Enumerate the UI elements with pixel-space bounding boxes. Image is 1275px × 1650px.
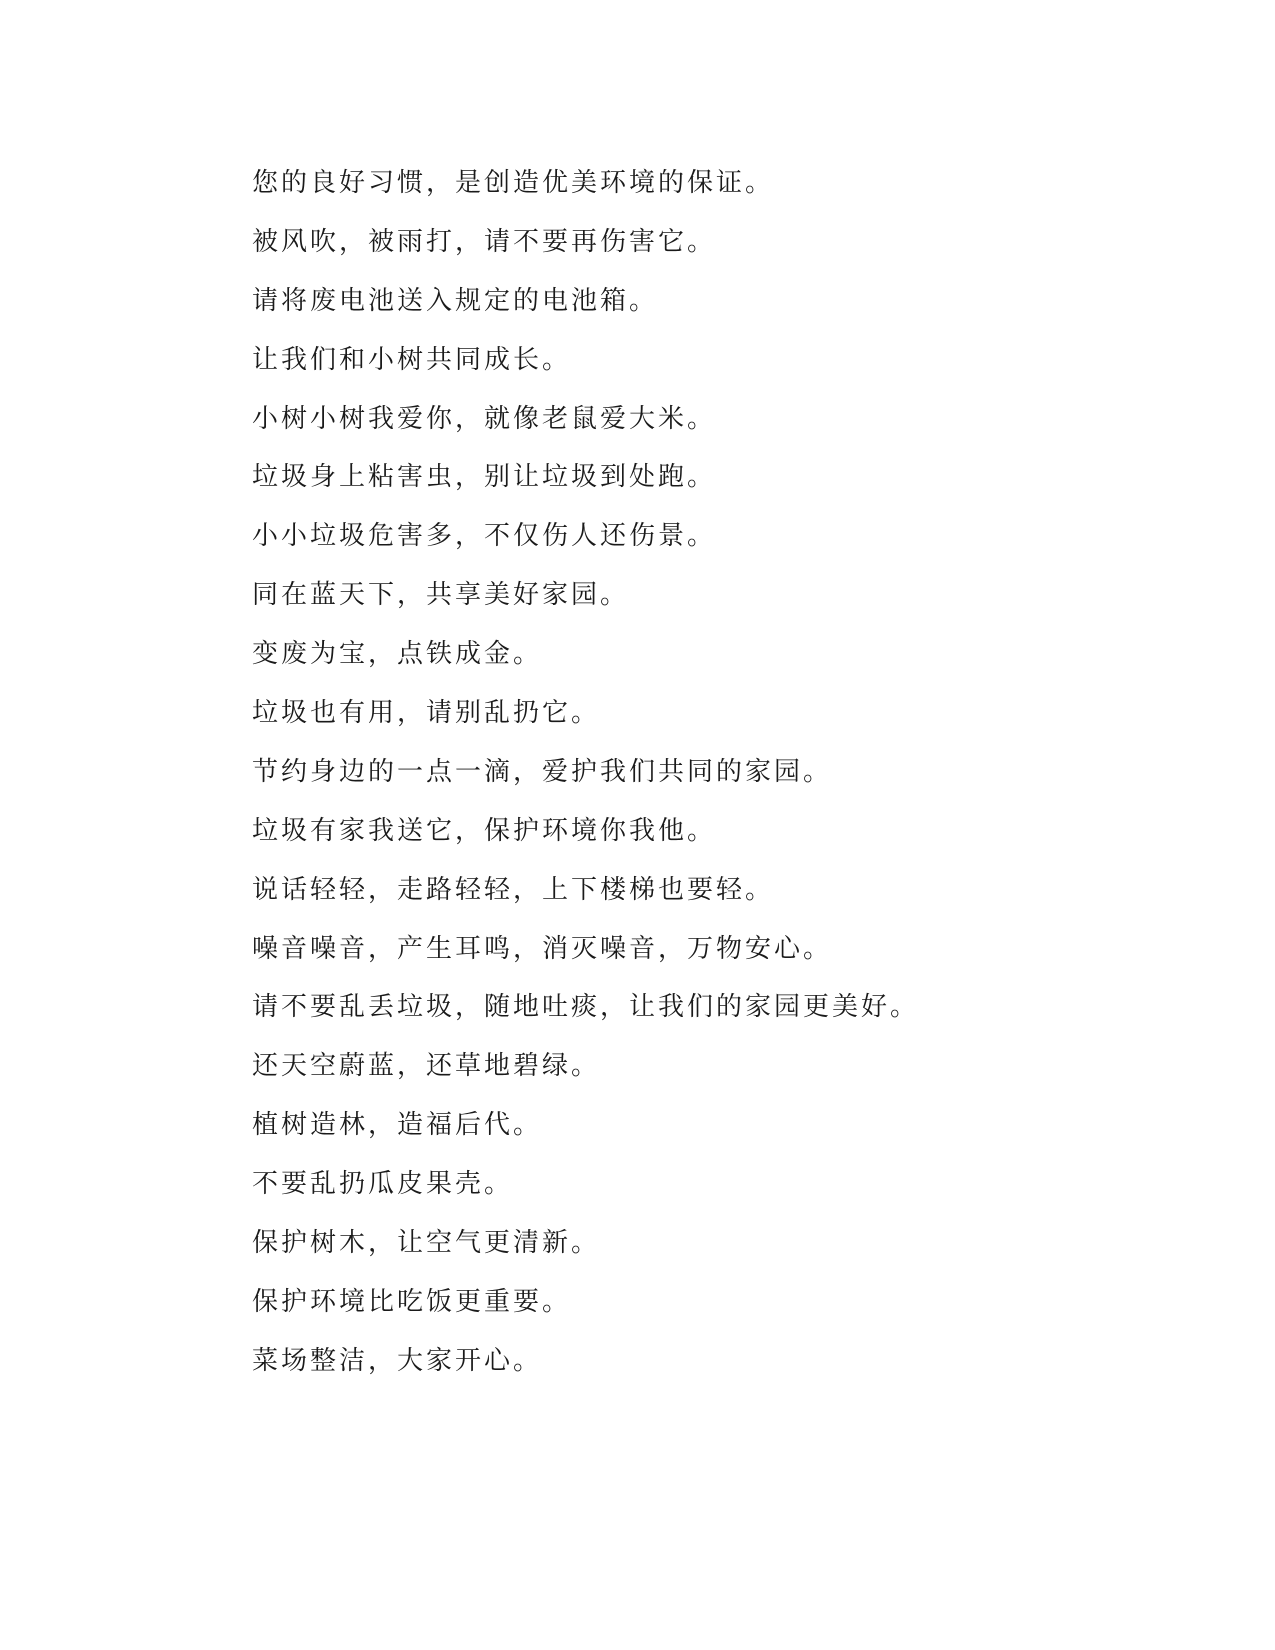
- slogan-line: 小小垃圾危害多，不仅伤人还伤景。: [252, 521, 717, 552]
- slogan-line: 节约身边的一点一滴，爱护我们共同的家园。: [252, 756, 833, 787]
- slogan-line: 垃圾有家我送它，保护环境你我他。: [252, 815, 717, 846]
- slogan-line: 变废为宝，点铁成金。: [252, 639, 543, 670]
- slogan-line: 同在蓝天下，共享美好家园。: [252, 580, 630, 611]
- slogan-line: 噪音噪音，产生耳鸣，消灭噪音，万物安心。: [252, 933, 833, 964]
- slogan-line: 菜场整洁，大家开心。: [252, 1345, 543, 1376]
- slogan-list: [252, 160, 1152, 1397]
- slogan-line: 请不要乱丢垃圾，随地吐痰，让我们的家园更美好。: [252, 992, 920, 1023]
- slogan-line: 垃圾也有用，请别乱扔它。: [252, 698, 601, 729]
- slogan-line: 还天空蔚蓝，还草地碧绿。: [252, 1051, 601, 1082]
- slogan-line: 让我们和小树共同成长。: [252, 344, 572, 375]
- slogan-line: 保护环境比吃饭更重要。: [252, 1286, 572, 1317]
- slogan-line: 说话轻轻，走路轻轻，上下楼梯也要轻。: [252, 874, 775, 905]
- slogan-line: 垃圾身上粘害虫，别让垃圾到处跑。: [252, 462, 717, 493]
- slogan-line: 被风吹，被雨打，请不要再伤害它。: [252, 226, 717, 257]
- slogan-line: 保护树木，让空气更清新。: [252, 1228, 601, 1259]
- slogan-line: 请将废电池送入规定的电池箱。: [252, 285, 659, 316]
- slogan-line: 不要乱扔瓜皮果壳。: [252, 1169, 514, 1200]
- slogan-line: 植树造林，造福后代。: [252, 1110, 543, 1141]
- slogan-line: 您的良好习惯，是创造优美环境的保证。: [252, 168, 775, 198]
- slogan-line: 小树小树我爱你，就像老鼠爱大米。: [252, 403, 717, 434]
